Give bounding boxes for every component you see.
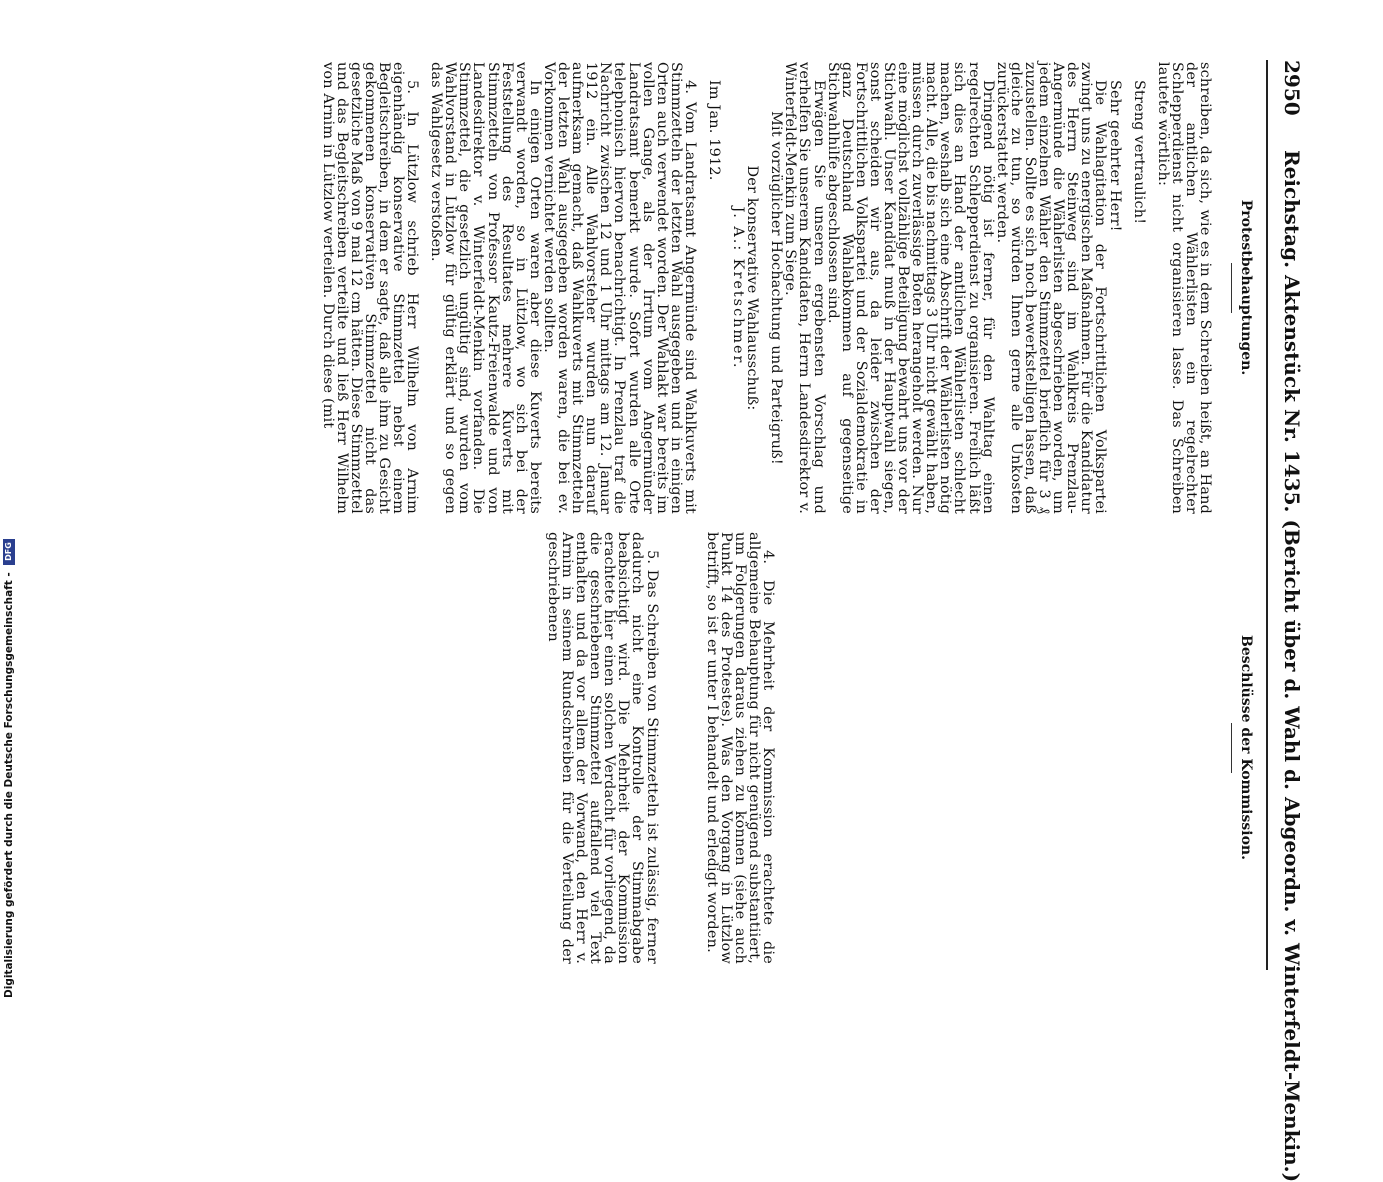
paragraph: 5. In Lützlow schrieb Herr Wilhelm von Arnim eigenhändig konservative Stimmzettel nebst einem Begleitschreiben, in dem er sagte, daß alle ihm zu Gesicht gekommenen konservativen Stimmzettel nicht das gesetzliche Maß von 9 mal 12 cm hätten. Diese Stimmzettel und das Begleitschreiben verteilte und ließ Herr Wilhelm von Arnim in Lützlow verteilen. Durch diese (mit (319, 62, 421, 514)
left-column-heading: Protestbehauptungen. (1231, 60, 1254, 515)
page-number: 2950 (1280, 60, 1304, 116)
salutation: Sehr geehrter Herr! (1106, 80, 1123, 232)
paragraph: Erwägen Sie unseren ergebensten Vorschlag und verhelfen Sie unserem Kandidaten, Herrn Landesdirektor v. Winterfeldt-Menkin zum Siege. (782, 62, 827, 514)
running-header (1264, 50, 1310, 1182)
paragraph: 5. Das Schreiben von Stimmzetteln ist zulässig, ferner dadurch nicht eine Kontrolle der Stimmabgabe beabsichtigt wird. Die Mehrheit der Kommission erachtete hier einen solchen Verdacht für vorliegend, da die geschriebenen Stimmzettel auffallend viel Text enthalten und da vor allem der Vorwand, den Herr v. Arnim in seinem Rundschreiben für die Verteilung der geschriebenen (544, 532, 660, 964)
right-column (546, 532, 775, 964)
paragraph: In einigen Orten waren aber diese Kuverts bereits verwandt worden, so in Lützlow, wo sich bei der Feststellung des Resultates mehrere Kuverts mit Stimmzetteln von Professor Kautz-Freienwalde und von Landesdirektor v. Winterfeldt-Menkin vorfanden. Die Stimmzettel, die gesetzlich ungültig sind, wurden vom Wahlvorstand in Lützlow für gültig erklärt und so gegen das Wahlgesetz verstoßen. (428, 62, 543, 514)
dfg-logo: DFG (3, 539, 15, 565)
confidential-note: Streng vertraulich! (1130, 80, 1147, 225)
credit-text: Digitalisierung gefördert durch die Deutsche Forschungsgemeinschaft - (3, 572, 15, 998)
left-column (320, 62, 1212, 514)
document-page (10, 0, 1310, 1182)
signature-name: J. A.: Kretschmer. (730, 206, 747, 370)
heading-rule (1231, 263, 1232, 313)
right-column-heading: Beschlüsse der Kommission. (1231, 530, 1254, 965)
paragraph: schreiben, da sich, wie es in dem Schreiben heißt, an Hand der amtlichen Wählerlisten ein regelrechter Schlepperdienst nicht organisieren lasse. Das Schreiben lautete wörtlich: (1154, 62, 1213, 514)
paragraph: 4. Die Mehrheit der Kommission erachtete die allgemeine Behauptung für nicht genügend substantiiert, um Folgerungen daraus ziehen zu können (siehe auch Punkt 14 des Protestes). Was den Vorgang in Lützlow betrifft, so ist er unter I behandelt und erledigt worden. (703, 532, 776, 964)
running-title: Reichstag. Aktenstück Nr. 1435. (Bericht über d. Wahl d. Abgeordn. v. Winterfeldt-Menkin.) (1280, 150, 1304, 1182)
date-line: Im Jan. 1912. (706, 80, 722, 181)
paragraph: 4. Vom Landratsamt Angermünde sind Wahlkuverts mit Stimmzetteln der letzten Wahl ausgegeben und in einigen Orten auch verwendet worden. Der Wahlakt war bereits im vollen Gange, als der Irrtum vom Angermünder Landratsamt bemerkt wurde. Sofort wurden alle Orte telephonisch hiervon benachrichtigt. In Prenzlau traf die Nachricht zwischen 12 und 1 Uhr mittags am 12. Januar 1912 ein. Alle Wahlvorsteher wurden nun darauf aufmerksam gemacht, daß Wahlkuverts mit Stimmzetteln der letzten Wahl ausgegeben worden waren, die bei ev. Vorkommen vernichtet werden sollten. (540, 62, 698, 514)
digitization-credit (3, 6, 17, 998)
signature-org: Der konservative Wahlausschuß: (744, 165, 761, 411)
closing-line: Mit vorzüglicher Hochachtung und Parteigruß! (768, 111, 785, 465)
paragraph: Dringend nötig ist ferner, für den Wahltag einen regelrechten Schlepperdienst zu organisieren. Freilich läßt sich dies an Hand der amtlichen Wählerlisten schlecht machen, weshalb sich eine Abschrift der Wählerlisten nötig macht. Alle, die bis nachmittags 3 Uhr nicht gewählt haben, müssen durch zuverlässige Boten herangeholt werden. Nur eine möglichst vollzählige Beteiligung bewahrt uns vor der Stichwahl. Unser Kandidat muß in der Hauptwahl siegen, sonst scheiden wir aus, da leider zwischen der Fortschrittlichen Volkspartei und der Sozialdemokratie in ganz Deutschland Wahlabkommen auf gegenseitige Stichwahlhilfe abgeschlossen sind. (824, 62, 996, 514)
paragraph: Die Wahlagitation der Fortschrittlichen Volkspartei zwingt uns zu energischen Maßnahmen. Für die Kandidatur des Herrn Steinweg sind im Wahlkreis Prenzlau-Angermünde die Wählerlisten abgeschrieben worden, um jedem einzelnen Wähler den Stimmzettel brieflich für 3 ₰ zuzustellen. Sollte es sich noch bewerkstelligen lassen, daß gleiche zu tun, so würden Ihnen gerne alle Unkosten zurückerstattet werden. (993, 62, 1109, 514)
header-rule (1266, 60, 1268, 970)
heading-rule (1231, 723, 1232, 773)
